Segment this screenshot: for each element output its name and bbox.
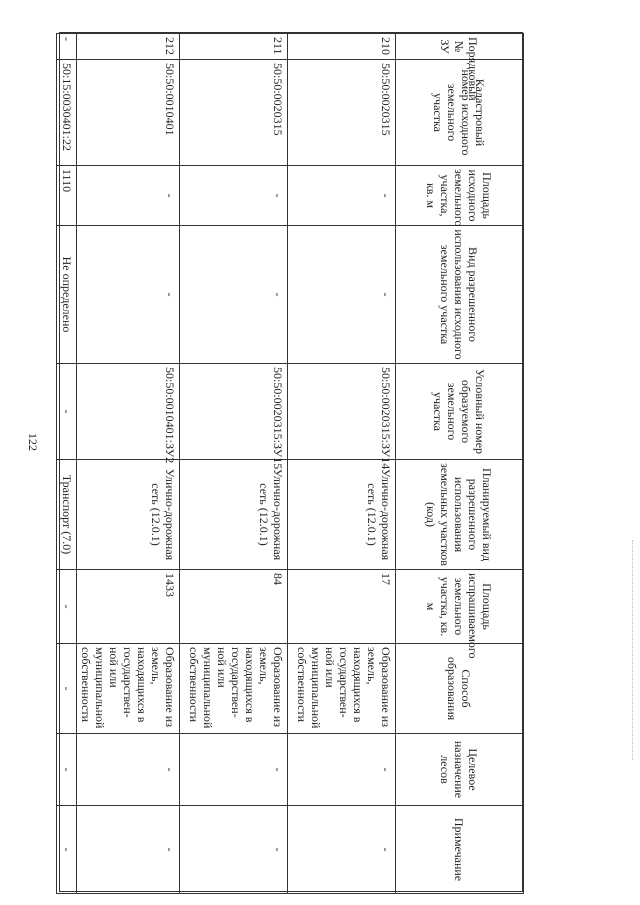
cell-formation-method: Образование из земель, находящихся в государствен-ной или муниципальной собственности xyxy=(288,644,396,734)
header-forest-purpose: Целевое назначение лесов xyxy=(396,734,524,806)
cell-source-area: - xyxy=(180,166,288,226)
header-requested-area: Площадь испрашиваемого земельного участка, кв. м xyxy=(396,570,524,644)
table-row xyxy=(180,34,288,894)
table-container xyxy=(59,32,523,892)
cell-source-area: - xyxy=(288,166,396,226)
cell-note: - xyxy=(288,806,396,894)
cell-formation-method: - xyxy=(57,644,77,734)
cell-planned-use: Улично-дорожная сеть (12.0.1) xyxy=(180,460,288,570)
cell-order: 210 xyxy=(288,34,396,60)
cell-conditional-number: 50:50:0020315:ЗУ15 xyxy=(180,364,288,460)
cell-conditional-number: 50:50:0020315:ЗУ14 xyxy=(288,364,396,460)
cell-note: - xyxy=(180,806,288,894)
land-plots-table xyxy=(56,33,524,894)
header-planned-use: Планируемый вид разрешенного использования земельных участков (код) xyxy=(396,460,524,570)
scan-margin-line xyxy=(632,540,634,760)
cell-source-area: - xyxy=(77,166,180,226)
header-source-use: Вид разрешенного использования исходного земельного участка xyxy=(396,226,524,364)
header-formation-method: Способ образования xyxy=(396,644,524,734)
cell-cadastral-number: 50:15:0030401:22 xyxy=(57,60,77,166)
cell-cadastral-number: 50:50:0010401 xyxy=(77,60,180,166)
cell-source-use: Не определено xyxy=(57,226,77,364)
cell-planned-use: Улично-дорожная сеть (12.0.1) xyxy=(288,460,396,570)
cell-cadastral-number: 50:50:0020315 xyxy=(180,60,288,166)
table-row xyxy=(57,34,77,894)
cell-source-use: - xyxy=(77,226,180,364)
cell-source-area: 1110 xyxy=(57,166,77,226)
page-number: 122 xyxy=(26,433,40,451)
cell-order: 211 xyxy=(180,34,288,60)
cell-requested-area: 1433 xyxy=(77,570,180,644)
cell-order: - xyxy=(57,34,77,60)
cell-conditional-number: - xyxy=(57,364,77,460)
table-row xyxy=(77,34,180,894)
header-note: Примечание xyxy=(396,806,524,894)
header-order: Порядковый № ЗУ xyxy=(396,34,524,60)
cell-note: - xyxy=(77,806,180,894)
cell-source-use: - xyxy=(288,226,396,364)
cell-formation-method: Образование из земель, находящихся в государствен-ной или муниципальной собственности xyxy=(180,644,288,734)
cell-requested-area: 17 xyxy=(288,570,396,644)
cell-order: 212 xyxy=(77,34,180,60)
header-source-area: Площадь исходного земельного участка, кв. м xyxy=(396,166,524,226)
header-conditional-number: Условный номер образуемого земельного участка xyxy=(396,364,524,460)
cell-requested-area: 84 xyxy=(180,570,288,644)
cell-forest-purpose: - xyxy=(288,734,396,806)
cell-cadastral-number: 50:50:0020315 xyxy=(288,60,396,166)
cell-requested-area: - xyxy=(57,570,77,644)
cell-note: - xyxy=(57,806,77,894)
cell-forest-purpose: - xyxy=(57,734,77,806)
table-row xyxy=(288,34,396,894)
cell-source-use: - xyxy=(180,226,288,364)
cell-forest-purpose: - xyxy=(77,734,180,806)
cell-planned-use: Транспорт (7.0) xyxy=(57,460,77,570)
header-cadastral-number: Кадастровый номер исходного земельного участка xyxy=(396,60,524,166)
cell-formation-method: Образование из земель, находящихся в государствен-ной или муниципальной собственности xyxy=(77,644,180,734)
cell-forest-purpose: - xyxy=(180,734,288,806)
cell-conditional-number: 50:50:0010401:ЗУ2 xyxy=(77,364,180,460)
cell-planned-use: Улично-дорожная сеть (12.0.1) xyxy=(77,460,180,570)
